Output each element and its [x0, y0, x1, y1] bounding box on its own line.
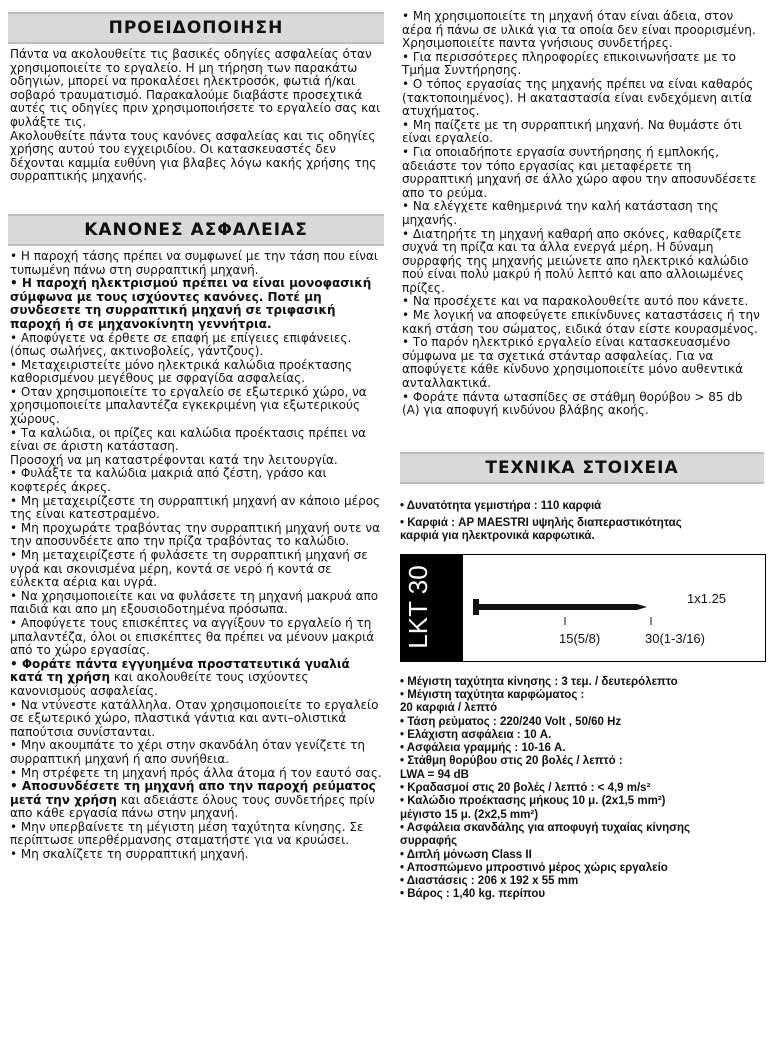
spec-line: • Ελάχιστη ασφάλεια : 10 A.	[400, 728, 552, 741]
safety-item: • Μη παίζετε με τη συρραπτική μηχανή. Να θυμάστε ότι είναι εργαλείο.	[402, 117, 742, 146]
safety-item: • Να χρησιμοποιείτε και να φυλάσετε τη μηχανή μακρυά απο παιδιά και απο μη εξουσιοδοτημένα πρόσωπα.	[10, 588, 379, 617]
spec-line: • Διπλή μόνωση Class II	[400, 848, 532, 861]
safety-item: • Μεταχειριστείτε μόνο ηλεκτρικά καλώδια προέκτασης καθορισμένου μεγέθους με σφραγίδα ασφαλείας.	[10, 357, 353, 386]
safety-item: • Αποσυνδέσετε τη μηχανή απο την παροχή ρεύματος μετά την χρήση και αδειάστε όλους τους συνδετήρες πρίν απο κάθε εργασία πάνω στην μηχανή.	[10, 779, 376, 821]
spec-line: • Καλώδιο προέκτασης μήκους 10 μ. (2x1,5 mm²)	[400, 795, 666, 808]
safety-item: • Με λογική να αποφεύγετε επικίνδυνες καταστάσεις ή την κακή στάση του σώματος, ειδικά όταν είστε κουρασμένος.	[402, 308, 760, 336]
safety-item: • Μη χρησιμοποιείτε τη μηχανή όταν είναι άδεια, στον αέρα ή πάνω σε υλικά για τα οποία δεν είναι προορισμένη. Χρησιμοποιείτε παντα γνήσιους συνδετήρες.	[402, 9, 756, 51]
spec-line: • Βάρος : 1,40 kg. περίπου	[400, 888, 546, 901]
safety-item: • Το παρόν ηλεκτρικό εργαλείο είναι κατασκευασμένο σύμφωνα με τα σχετικά στάνταρ ασφαλείας. Για να αποφύγετε κάθε κίνδυνο χρησιμοποιείτε μόνο αυθεντικά ανταλλακτικά.	[402, 335, 744, 391]
safety-item: • Φοράτε πάντα ωτασπίδες σε στάθμη θορύβου > 85 db (A) για αποφυγή κινδύνου βλάβης ακοής.	[402, 389, 743, 418]
safety-item: Προσοχή να μη καταστρέφονται κατά την λειτουργία.	[10, 452, 338, 467]
safety-item: • Η παροχή τάσης πρέπει να συμφωνεί με την τάση που είναι τυπωμένη πάνω στη συρραπτική μηχανή.	[10, 248, 378, 277]
safety-item: • Η παροχή ηλεκτρισμού πρέπει να είναι μονοφασική σύμφωνα με τους ισχύοντες κανόνες. Ποτέ μη συνδεσετε τη συρραπτική μηχανή σε τριφασική παροχή ή σε μηχανοκίνητη γεννήτρια.	[10, 276, 372, 331]
spec-line: • Ασφάλεια σκανδάλης για αποφυγή τυχαίας κίνησης	[400, 821, 690, 834]
spec-line: συρραφής	[400, 835, 458, 848]
spec-line: • Κραδασμοί στις 20 βολές / λεπτό : < 4,9 m/s²	[400, 782, 651, 795]
spec-line: μέγιστο 15 μ. (2x2,5 mm²)	[400, 808, 539, 821]
safety-item: • Μη μεταχειρίζεστε ή φυλάσετε τη συρραπτική μηχανή σε υγρά και σκονισμένα μέρη, κοντά σε νερό ή κοντά σε εύλεκτα αέρια και υγρά.	[10, 548, 368, 590]
safety-item: • Μη μεταχειρίζεστε τη συρραπτική μηχανή αν κάποιο μέρος της είναι κατεστραμένο.	[10, 493, 381, 522]
safety-item: • Να ελέγχετε καθημερινά την καλή κατάσταση της μηχανής.	[402, 199, 719, 227]
safety-item: • Διατηρήτε τη μηχανή καθαρή απο σκόνες, καθαρίζετε συχνά τη πρίζα και τα άλλα ενεργά μέρη. Η δύναμη συρραφής της μηχανής μειώνετε απο ηλεκτρικό καλώδιο πού είναι πολύ μακρύ ή πολύ λεπτό και απο αλλοιωμένες πρίζες.	[402, 226, 749, 295]
right-column	[400, 0, 764, 902]
spec-line: • Διαστάσεις : 206 x 192 x 55 mm	[400, 875, 579, 888]
specs-heading: ΤΕΧΝΙΚΑ ΣΤΟΙΧΕΙΑ	[400, 452, 764, 484]
safety-item: • Να ντύνεστε κατάλληλα. Οταν χρησιμοποιείτε το εργαλείο σε εξωτερικό χώρο, πλαστικά γάντια και αντι–ολιστικά παπούτσια συνίστανται.	[10, 697, 379, 739]
safety-item: • Μην υπερβαίνετε τη μέγιστη μέση ταχύτητα κίνησης. Σε περίπτωσε υπερθέρμανσης σταματήστε για να κρυώσει.	[10, 819, 364, 848]
safety-item: • Τα καλώδια, οι πρίζες και καλώδια προέκτασις πρέπει να είναι σε άριστη κατάσταση.	[10, 425, 367, 454]
spec-line: • Αποσπώμενο μπροστινό μέρος χώρις εργαλείο	[400, 861, 668, 874]
safety-item: • Φυλάξτε τα καλώδια μακριά από ζέστη, γράσο και κοφτερές άκρες.	[10, 466, 327, 495]
safety-item: • Οταν χρησιμοποιείτε το εργαλείο σε εξωτερικό χώρο, να χρησιμοποιείτε μπαλαντέζα εγκεκριμένη για εξωτερικούς χώρους.	[10, 384, 367, 427]
spec-line: LWA = 94 dB	[400, 768, 469, 781]
safety-heading: ΚΑΝΟΝΕΣ ΑΣΦΑΛΕΙΑΣ	[8, 214, 384, 246]
safety-item: • Ο τόπος εργασίας της μηχανής πρέπει να είναι καθαρός (τακτοποιημένος). Η ακαταστασία είναι ενδεχόμενη αιτία ατυχήματος.	[402, 76, 754, 119]
safety-item: • Μη προχωράτε τραβόντας την συρραπτική μηχανή ουτε να την αποσυνδέετε απο την πρίζα τραβόντας το καλώδιο.	[10, 520, 381, 549]
safety-item: • Για περισσότερες πληροφορίες επικοινωνήσατε με το Τμήμα Συντήρησης.	[402, 49, 736, 78]
gauge-label: 1x1.25	[687, 590, 727, 606]
spec-line: • Ασφάλεια γραμμής : 10-16 A.	[400, 742, 566, 755]
warning-paragraph: Ακολουθείτε πάντα τους κανόνες ασφαλείας και τις οδηγίες χρήσης αυτού του εγχειριδίου. Οι κατασκευαστές δεν δέχονται καμμία ευθύνη για βλαβες λόγω κακής χρήσης της συρραπτικής μηχανής.	[10, 128, 377, 184]
safety-item: • Φοράτε πάντα εγγυημένα προστατευτικά γυαλιά κατά τη χρήση και ακολουθείτε τους ισχύοντες κανονισμούς ασφαλείας.	[10, 656, 350, 698]
safety-item: • Αποφύγετε τους επισκέπτες να αγγίξουν το εργαλείο ή τη μπαλαντέζα, όλοι οι επισκέπτες θα πρέπει να μένουν μακριά από το χώρο εργασίας.	[10, 615, 375, 658]
max-length-label: 30(1-3/16)	[645, 630, 705, 646]
spec-line: • Μέγιστη ταχύτητα καρφώματος :	[400, 689, 585, 701]
min-length-label: 15(5/8)	[559, 630, 601, 646]
spec-line: καρφιά για ηλεκτρονικά καρφωτικά.	[400, 530, 595, 543]
model-label: LKT 30	[403, 565, 433, 649]
spec-line: • Στάθμη θορύβου στις 20 βολές / λεπτό :	[400, 755, 623, 768]
warning-heading: ΠΡΟΕΙΔΟΠΟΙΗΣΗ	[8, 12, 384, 44]
spec-line: • Καρφιά : AP MAESTRI υψηλής διαπεραστικότητας	[400, 517, 682, 530]
nail-diagram	[400, 554, 766, 662]
safety-item: • Μην ακουμπάτε το χέρι στην σκανδάλη όταν γενίζετε τη συρραπτική μηχανή ή απο συνήθεια.	[10, 738, 365, 766]
safety-item: • Αποφύγετε να έρθετε σε επαφή με επίγειες επιφάνειες. (όπως σωλήνες, ακτινοβολείς, γάντζους).	[10, 330, 352, 359]
warning-paragraph: Πάντα να ακολουθείτε τις βασικές οδηγίες ασφαλείας όταν χρησιμοποιείτε το εργαλείο. Η μη τήρηση των παρακάτω οδηγιών, μπορεί να προκαλέσει ηλεκτροσόκ, φωτιά ή/και σοβαρό τραυματισμό. Παρακαλούμε διαβάστε προσεχτικά αυτές τις οδηγίες πριν χρησιμοποιήσετε το εργαλείο σας και φυλάξτε τις.	[10, 47, 381, 129]
spec-line: • Μέγιστη ταχύτητα κίνησης : 3 τεμ. / δευτερόλεπτο	[400, 675, 678, 688]
spec-line: • Δυνατότητα γεμιστήρα : 110 καρφιά	[400, 499, 602, 512]
safety-item: • Μη σκαλίζετε τη συρραπτική μηχανή.	[10, 847, 249, 862]
spec-line: 20 καρφιά / λεπτό	[400, 702, 498, 715]
spec-line: • Τάση ρεύματος : 220/240 Volt , 50/60 Hz	[400, 715, 622, 728]
safety-item: • Να προσέχετε και να παρακολουθείτε αυτό που κάνετε.	[402, 294, 749, 309]
safety-item: • Μη στρέφετε τη μηχανή πρός άλλα άτομα ή τον εαυτό σας.	[10, 765, 382, 780]
safety-item: • Για οποιαδήποτε εργασία συντήρησης ή εμπλοκής, αδειάστε τον τόπο εργασίας και μεταφέρετε τη συρραπτική μηχανή σε άλλο χώρο αφου την αποσυνδέσετε απο το ρεύμα.	[402, 144, 757, 200]
left-column	[8, 0, 384, 862]
